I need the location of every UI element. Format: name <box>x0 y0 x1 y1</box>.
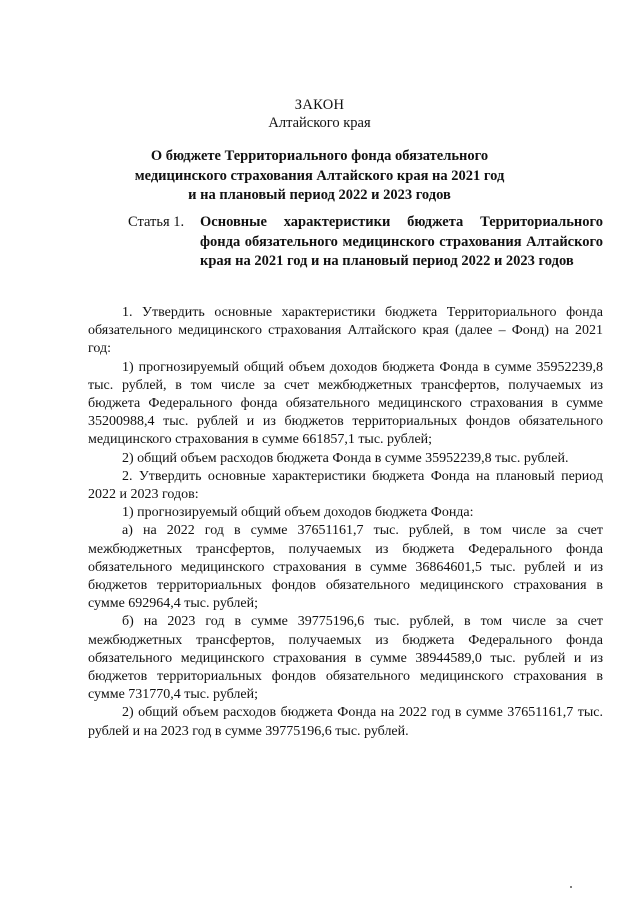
law-heading: ЗАКОН <box>294 97 345 113</box>
article-number: Статья 1. <box>128 214 185 230</box>
law-title-line: медицинского страхования Алтайского края на 2021 год <box>134 167 505 184</box>
paragraph: б) на 2023 год в сумме 39775196,6 тыс. рублей, в том числе за счет межбюджетных трансфертов, получаемых из бюджета Федерального фонда обязательного медицинского страхования в сумме 38944589,0 тыс. рублей и из бюджетов территориальных фондов обязательного медицинского страхования в сумме 731770,4 тыс. рублей; <box>88 614 603 703</box>
paragraph: 1. Утвердить основные характеристики бюджета Территориального фонда обязательного медицинского страхования Алтайского края (далее – Фонд) на 2021 год: <box>88 305 603 357</box>
paragraph: 2) общий объем расходов бюджета Фонда в сумме 35952239,8 тыс. рублей. <box>122 450 569 466</box>
paragraph: 2. Утвердить основные характеристики бюджета Фонда на плановый период 2022 и 2023 годов: <box>88 468 603 503</box>
law-title-line: и на плановый период 2022 и 2023 годов <box>188 187 451 203</box>
paragraph: 2) общий объем расходов бюджета Фонда на 2022 год в сумме 37651161,7 тыс. рублей и на 2023 год в сумме 39775196,6 тыс. рублей. <box>88 705 603 739</box>
law-title <box>0 147 639 206</box>
scan-speck <box>570 886 572 888</box>
paragraph: 1) прогнозируемый общий объем доходов бюджета Фонда в сумме 35952239,8 тыс. рублей, в том числе за счет межбюджетных трансфертов, получаемых из бюджета Федерального фонда обязательного медицинского страхования в сумме 35200988,4 тыс. рублей и из бюджетов территориальных фондов обязательного медицинского страхования в сумме 661857,1 тыс. рублей; <box>88 359 603 448</box>
region-heading: Алтайского края <box>268 115 371 131</box>
article-body <box>88 304 603 741</box>
paragraph: а) на 2022 год в сумме 37651161,7 тыс. рублей, в том числе за счет межбюджетных трансфертов, получаемых из бюджета Федерального фонда обязательного медицинского страхования в сумме 36864601,5 тыс. рублей и из бюджетов территориальных фондов обязательного медицинского страхования в сумме 692964,4 тыс. рублей; <box>88 523 603 612</box>
article-title: Основные характеристики бюджета Территориального фонда обязательного медицинского страхования Алтайского края на 2021 год и на плановый период 2022 и 2023 годов <box>200 214 603 269</box>
paragraph: 1) прогнозируемый общий объем доходов бюджета Фонда: <box>122 505 474 521</box>
law-title-line: О бюджете Территориального фонда обязательного <box>150 148 489 164</box>
